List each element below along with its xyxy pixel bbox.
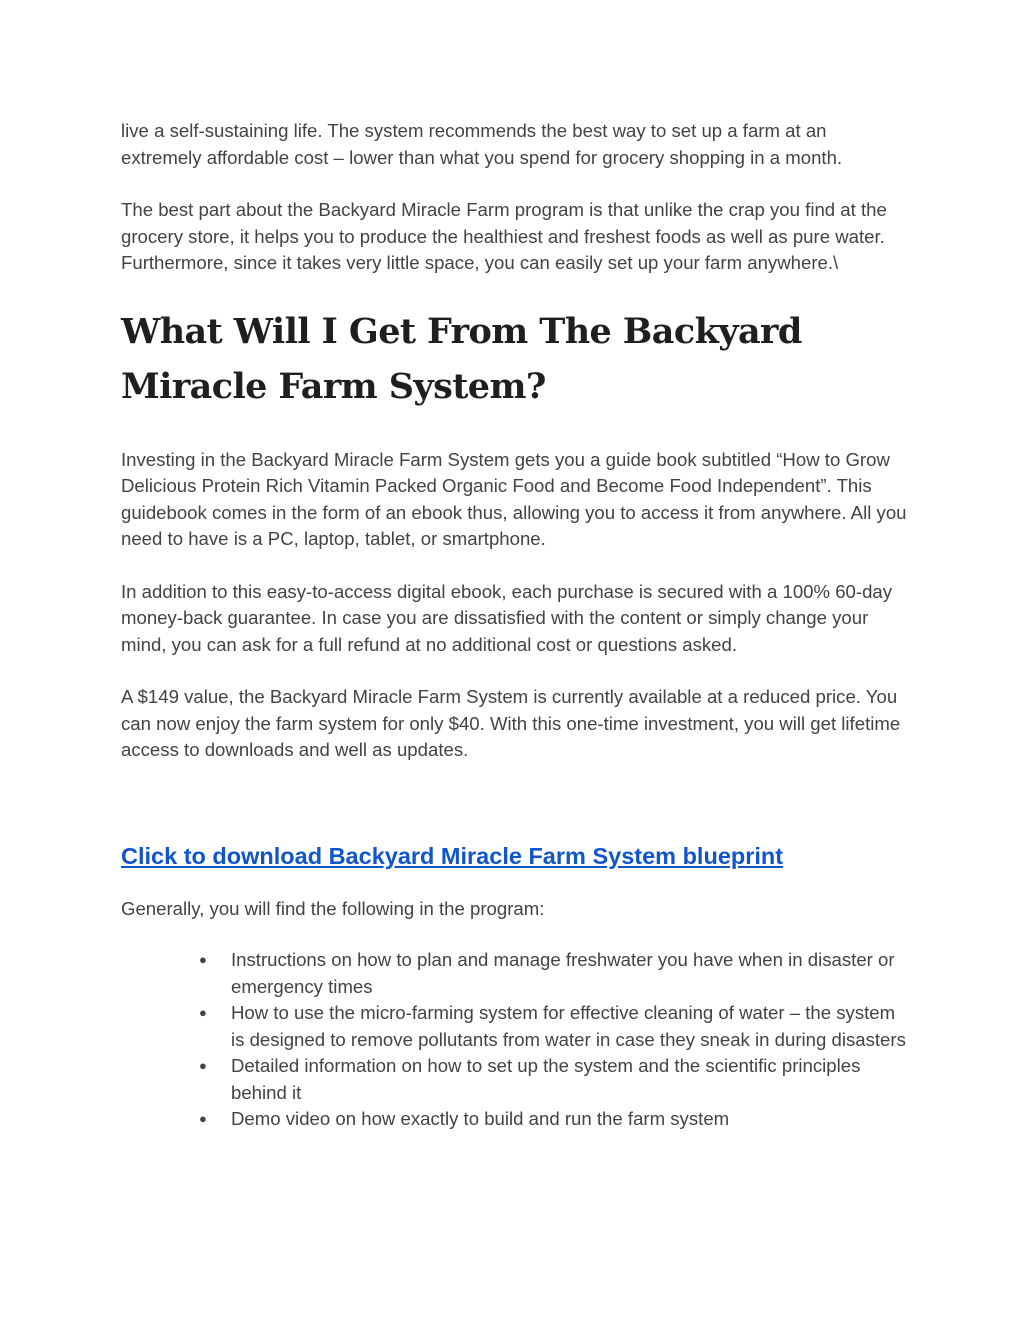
list-item — [199, 1106, 911, 1133]
paragraph-generally: Generally, you will find the following in the program: — [121, 897, 545, 919]
list-item-text: How to use the micro-farming system for effective cleaning of water – the system is designed to remove pollutants from water in case they sneak in during disasters — [231, 1002, 906, 1050]
paragraph-intro-continued: live a self-sustaining life. The system recommends the best way to set up a farm at an extremely affordable cost – lower than what you spend for grocery shopping in a month. — [121, 120, 843, 168]
program-contents-list — [121, 947, 911, 1133]
paragraph-price: A $149 value, the Backyard Miracle Farm System is currently available at a reduced price. You can now enjoy the farm system for only $40. With this one-time investment, you will get lifetime access to downloads and well as updates. — [121, 686, 901, 760]
list-item-text: Detailed information on how to set up the system and the scientific principles behind it — [231, 1055, 861, 1103]
paragraph-investing: Investing in the Backyard Miracle Farm System gets you a guide book subtitled “How to Grow Delicious Protein Rich Vitamin Packed Organic Food and Become Food Independent”. This guidebook comes in the form of an ebook thus, allowing you to access it from anywhere. All you need to have is a PC, laptop, tablet, or smartphone. — [121, 448, 907, 549]
list-item — [199, 947, 911, 1000]
section-heading: What Will I Get From The Backyard Miracle Farm System? — [121, 310, 802, 407]
bullet-icon: ● — [199, 1111, 207, 1126]
list-item-text: Instructions on how to plan and manage freshwater you have when in disaster or emergency times — [231, 949, 895, 997]
list-item — [199, 1053, 911, 1106]
bullet-icon: ● — [199, 1005, 207, 1020]
paragraph-guarantee: In addition to this easy-to-access digital ebook, each purchase is secured with a 100% 60-day money-back guarantee. In case you are dissatisfied with the content or simply change your mind, you can ask for a full refund at no additional cost or questions asked. — [121, 580, 893, 655]
list-item — [199, 1000, 911, 1053]
download-link-container — [121, 841, 911, 871]
bullet-icon: ● — [199, 952, 207, 967]
download-blueprint-link[interactable]: Click to download Backyard Miracle Farm System blueprint — [121, 842, 784, 869]
document-page — [121, 118, 911, 1133]
bullet-icon: ● — [199, 1058, 207, 1073]
paragraph-best-part: The best part about the Backyard Miracle Farm program is that unlike the crap you find at the grocery store, it helps you to produce the healthiest and freshest foods as well as pure water. Furthermore, since it takes very little space, you can easily set up your farm anywhere.\ — [121, 199, 887, 273]
list-item-text: Demo video on how exactly to build and run the farm system — [231, 1108, 730, 1129]
